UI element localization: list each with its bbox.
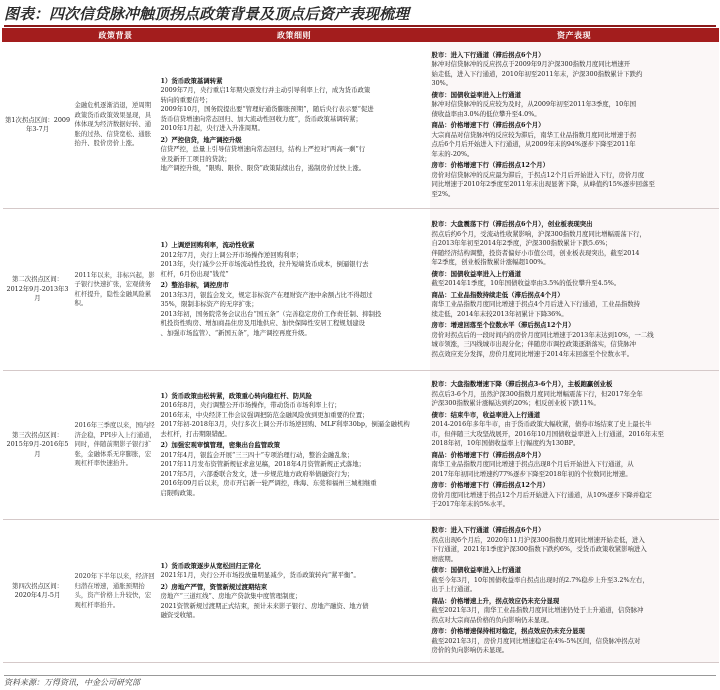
section-heading: 1）货币政策基调转紧 — [160, 76, 223, 85]
text-line: 下行通道，2021年1季度沪深300指数下跌约6%，受货币政策收紧影响进入 — [431, 545, 647, 554]
section-heading: 股市：大盘指数增速下降（滞后拐点3-6个月），主板跑赢创业板 — [431, 380, 613, 389]
section-heading: 房市：价格增速下行（滞后拐点12个月） — [431, 481, 550, 490]
table-row — [3, 42, 719, 209]
text-line: 融资受收缩。 — [160, 611, 199, 619]
text-line: 伴随经济结构调整，投资者偏好小市值公司，创业板表现突出，截至2014 — [431, 248, 640, 257]
policy-table — [2, 28, 719, 663]
detail-cell — [159, 209, 430, 371]
section-heading: 股市：大盘震荡下行（滞后拐点6个月），创业板表现突出 — [431, 220, 593, 228]
section-heading: 1）货币政策逐步从宽松回归正常化 — [160, 561, 261, 570]
section-heading: 房市：增速回落至个位数水平（滞后拐点12个月） — [431, 321, 575, 329]
text-line: 点后6个月后开始进入下行通道，从2009年末的94%逐步下降至2011年 — [431, 140, 636, 149]
text-line: 城市领涨，三四线城市出现分化；伴随房市调控政策逐渐落实，信贷脉冲 — [431, 340, 636, 348]
text-line: 2021资管新规过渡期正式结束，预计未来影子银行、房地产融资、地方债 — [160, 601, 369, 610]
period-cell: 第三次拐点区间：2015年9月-2016年5月 — [3, 371, 73, 520]
text-line: 去杠杆，打击期限错配。 — [160, 429, 231, 438]
text-line: 转向的重要信号； — [160, 95, 212, 104]
text-line: 沪深300指数累计涨幅达到约20%；相反创业板下跌11%。 — [431, 399, 600, 408]
text-line: 拐点对大宗商品价格的负向影响仍未显现。 — [431, 615, 553, 624]
text-line: 2017年11月发布资管新规征求意见稿，2018年4月资管新规正式落地； — [160, 460, 365, 469]
text-line: 房价月度同比增速于拐点12个月后开始进入下行通道，从10%逐步下降并稳定 — [431, 490, 652, 499]
text-line: 房价对拐点后的一段时间内的房价月度同比增速于2013年末达到10%，一二线 — [431, 330, 654, 339]
assets-cell — [430, 42, 719, 209]
text-line: 业及新开工项目的贷款； — [160, 154, 231, 163]
text-line: 2016年8月，央行调整公开市场操作，带动货币市场利率上行； — [160, 401, 341, 410]
background-cell: 金融危机逐渐消退，逆周期政策货币政策效果显现，具体体现为经济数据好转、通胀的过热、信贷宽松、通胀抬升、股价房价上涨。 — [73, 42, 159, 209]
text-line: 2010年1月起，央行进入升准周期。 — [160, 124, 264, 132]
section-heading: 房市：价格增速保持相对稳定，拐点效应仍未充分显现 — [431, 627, 585, 636]
text-line: 自2013年年初至2014年2季度，沪深300指数累计下跌5.6%； — [431, 239, 612, 247]
chart-title: 图表：四次信贷脉冲触顶拐点政策背景及顶点后资产表现梳理 — [4, 3, 716, 27]
header-assets: 资产表现 — [430, 29, 719, 42]
text-line: 35%，限制非标资产的无序扩张； — [160, 300, 258, 308]
section-heading: 债市：结束牛市，收益率进入上行通道 — [431, 410, 541, 419]
text-line: 截至2021年3月，南华工业品指数月度同比增速仍处于上升通道，信贷脉冲 — [431, 606, 644, 615]
text-line: 2017年4月，银监会开展“三三四十”专项治理行动，整治金融乱象； — [160, 450, 354, 459]
detail-cell — [159, 371, 430, 520]
assets-cell — [430, 520, 719, 663]
period-cell: 第二次拐点区间：2012年9月-2013年3月 — [3, 209, 73, 371]
text-line: 于2017年年末的5%水平。 — [431, 500, 510, 509]
header-period — [3, 29, 73, 42]
text-line: 2016年末，中央经济工作会议强调把防范金融风险放到更加重要的位置； — [160, 410, 369, 419]
text-line: 2009年10月，国务院提出要“管理好通货膨胀预期”，随后央行表示要“促进 — [160, 105, 374, 113]
text-line: 出于上行通道。 — [431, 585, 477, 594]
text-line: 房价对信贷脉冲的反应最为滞后，于拐点12个月后开始进入下行，房价月度 — [431, 170, 645, 179]
text-line: 截至今年3月，10年国债收益率自拐点出现时的2.7%稳步上升至3.2%左右， — [431, 575, 649, 584]
section-heading: 1）货币政策由松转紧，政策重心转向稳杠杆、防风险 — [160, 391, 312, 400]
section-heading: 2）严控信贷，地产调控升级 — [160, 135, 242, 144]
section-heading: 债市：国债收益率进入上行通道 — [431, 269, 521, 278]
text-line: 拐点后约6个月，受流动性收紧影响，沪深300指数月度同比增幅震荡下行， — [431, 229, 646, 238]
text-line: 2017年年初同比增速约77%逐步下降至2018年初的个位数同比增速。 — [431, 469, 632, 478]
section-heading: 商品：价格增速下行（滞后拐点8个月） — [431, 450, 545, 459]
assets-cell — [430, 371, 719, 520]
text-line: 2012年7月，央行上调公开市场操作逆回购利率； — [160, 250, 303, 259]
table-row — [3, 209, 719, 371]
text-line: 、加强市场监管）、“新国五条”，地产调控再度升级。 — [160, 328, 311, 337]
text-line: 启限购政策。 — [160, 488, 199, 497]
section-heading: 2）房地产严管，资管新规过渡期结束 — [160, 582, 268, 591]
text-line: 2021年1月，央行公开市场投放量明显减少，货币政策转向“紧平衡”。 — [160, 571, 360, 579]
period-cell: 第1次拐点区间：2009年3-7月 — [3, 42, 73, 209]
text-line: 截至2021年3月，房价月度同比增速稳定在4%-5%区间，信贷脉冲拐点对 — [431, 636, 641, 645]
text-line: 同比增速于2010年2季度至2011年末出现显著下降，从峰值约15%逐步回落至 — [431, 180, 655, 189]
text-line: 拐点出现6个月后，2020年11月沪深300指数月度同比增速开始走低，进入 — [431, 535, 645, 544]
header-detail: 政策细则 — [159, 29, 430, 42]
text-line: 债收益率由3.0%的低位攀升至4.0%。 — [431, 109, 541, 118]
text-line: 南华工业品指数月度同比增速于拐点4个月后进入下行通道，工业品指数持 — [431, 300, 641, 308]
text-line: 2009年7月，央行重启1年期央票发行并主动引导利率上行，成为货币政策 — [160, 86, 371, 94]
text-line: 磨底期。 — [431, 554, 458, 563]
text-line: 续走低，2014年末较2013年初累计下降36%。 — [431, 309, 568, 318]
text-line: 货币信贷增速向常态回归、加大流动性回收力度”，货币政策基调转紧； — [160, 114, 362, 123]
section-heading: 2）整治非标，调控房市 — [160, 281, 229, 289]
text-line: 房价的负向影响仍未显现。 — [431, 646, 509, 655]
text-line: 始走低，进入下行通道，2010年初至2011年末，沪深300指数累计下跌约 — [431, 69, 643, 78]
section-heading: 债市：国债收益率进入上行通道 — [431, 566, 521, 575]
section-heading: 股市：进入下行通道（滞后拐点6个月） — [431, 50, 545, 59]
text-line: 截至2014年1季度，10年国债收益率由3.5%的低位攀升至4.5%。 — [431, 279, 621, 287]
background-cell: 2011年以来，非标兴起，影子银行快速扩张，宏观债务杠杆提升，隐性金融风险累积。 — [73, 209, 159, 371]
text-line: 2018年初，10年国债收益率上行幅度约为130BP。 — [431, 439, 580, 448]
detail-cell — [159, 520, 430, 663]
text-line: 2017年初-2018年3月，央行多次上调公开市场逆回购、MLF利率30bp，倒逼金融机构 — [160, 420, 410, 429]
text-line: 2014-2016年多年牛市，由于货币政策大幅收紧，债券市场结束了史上最长牛 — [431, 420, 652, 429]
text-line: 大宗商品对信贷脉冲的反应较为滞后，南华工业品指数月度同比增速于拐 — [431, 130, 636, 139]
table-header-row — [3, 29, 719, 42]
section-heading: 商品：价格增速下行（滞后拐点6个月） — [431, 121, 545, 130]
text-line: 2013年3月，银监会发文，规定非标资产在理财资产池中余额占比不得超过 — [160, 290, 373, 299]
section-heading: 商品：价格增速上升，拐点效应仍未充分显现 — [431, 596, 560, 605]
section-heading: 2）加强宏观审慎管理，密集出台监管政策 — [160, 441, 280, 450]
assets-cell — [430, 209, 719, 371]
header-background: 政策背景 — [73, 29, 159, 42]
text-line: 至2%。 — [431, 189, 455, 198]
section-heading: 债市：国债收益率进入上行通道 — [431, 90, 521, 99]
text-line: 脉冲对信贷脉冲的反应较为及时，从2009年初至2011年3季度，10年国 — [431, 100, 636, 109]
text-line: 市，但伴随三大攻坚战展开，2016年10月国债收益率进入上行通道，2016年末至 — [431, 429, 664, 438]
section-heading: 股市：进入下行通道（滞后拐点6个月） — [431, 526, 545, 535]
text-line: 信贷严控，总量上引导信贷增速向常态回归，结构上严控对“两高一剩”行 — [160, 145, 366, 153]
detail-cell — [159, 42, 430, 209]
section-heading: 商品：工业品指数持续走低（滞后拐点4个月） — [431, 290, 564, 299]
text-line: 拐点效应充分发挥，房价月度同比增速于2014年末回落至个位数水平。 — [431, 349, 634, 358]
background-cell: 2020年下半年以来，经济回归潜在增速，通胀预期抬头，资产价格上升较快，宏观杠杆率抬升。 — [73, 520, 159, 663]
text-line: 30%。 — [431, 79, 453, 88]
text-line: 年末的-20%。 — [431, 149, 474, 158]
section-heading: 1）上调逆回购利率，流动性收紧 — [160, 241, 255, 249]
text-line: 房地产“三道红线”、房地产贷款集中度管理制度； — [160, 592, 302, 600]
text-line: 机投资性购房、增加商品住房及用地供应、加快保障性安居工程规划建设 — [160, 319, 365, 327]
text-line: 年2季度，创业板指数累计涨幅超100%。 — [431, 258, 550, 266]
section-heading: 房市：价格增速下行（滞后拐点12个月） — [431, 161, 550, 170]
text-line: 杠杆，6月份出现“钱荒” — [160, 269, 229, 278]
table-row — [3, 520, 719, 663]
background-cell: 2016年三季度以来，国内经济企稳，PPI步入上行通道，同时，伴随前期影子银行扩张，金融体系无序膨胀，宏观杠杆率快速抬升。 — [73, 371, 159, 520]
text-line: 地产调控升级，“限购、限价、限贷”政策陆续出台，遏制房价过快上涨。 — [160, 164, 366, 172]
period-cell: 第四次拐点区间：2020年4月-5月 — [3, 520, 73, 663]
text-line: 拐点后3-6个月，虽然沪深300指数月度同比增幅震荡下行，但2017年全年 — [431, 389, 643, 398]
text-line: 2013年初，国务院常务会议出台“国五条”（完善稳定房价工作责任制、抑制投 — [160, 309, 382, 318]
source-note: 资料来源：万得资讯，中金公司研究部 — [4, 675, 716, 689]
text-line: 南华工业品指数月度同比增速于拐点出现8个月后开始进入下行通道，从 — [431, 460, 634, 469]
text-line: 2016年09月后以来，房市开启新一轮严调控，珠海、东莞和福州三城相继重 — [160, 479, 377, 488]
text-line: 脉冲对信贷脉冲的反应拐点于2009年9月沪深300指数月度同比增速开 — [431, 60, 631, 69]
text-line: 2017年5月，六部委联合发文，进一步规范地方政府举债融资行为； — [160, 469, 354, 478]
table-row — [3, 371, 719, 520]
text-line: 2013年，央行减少公开市场流动性投放，拉升短端货币成本，倒逼银行去 — [160, 260, 369, 268]
